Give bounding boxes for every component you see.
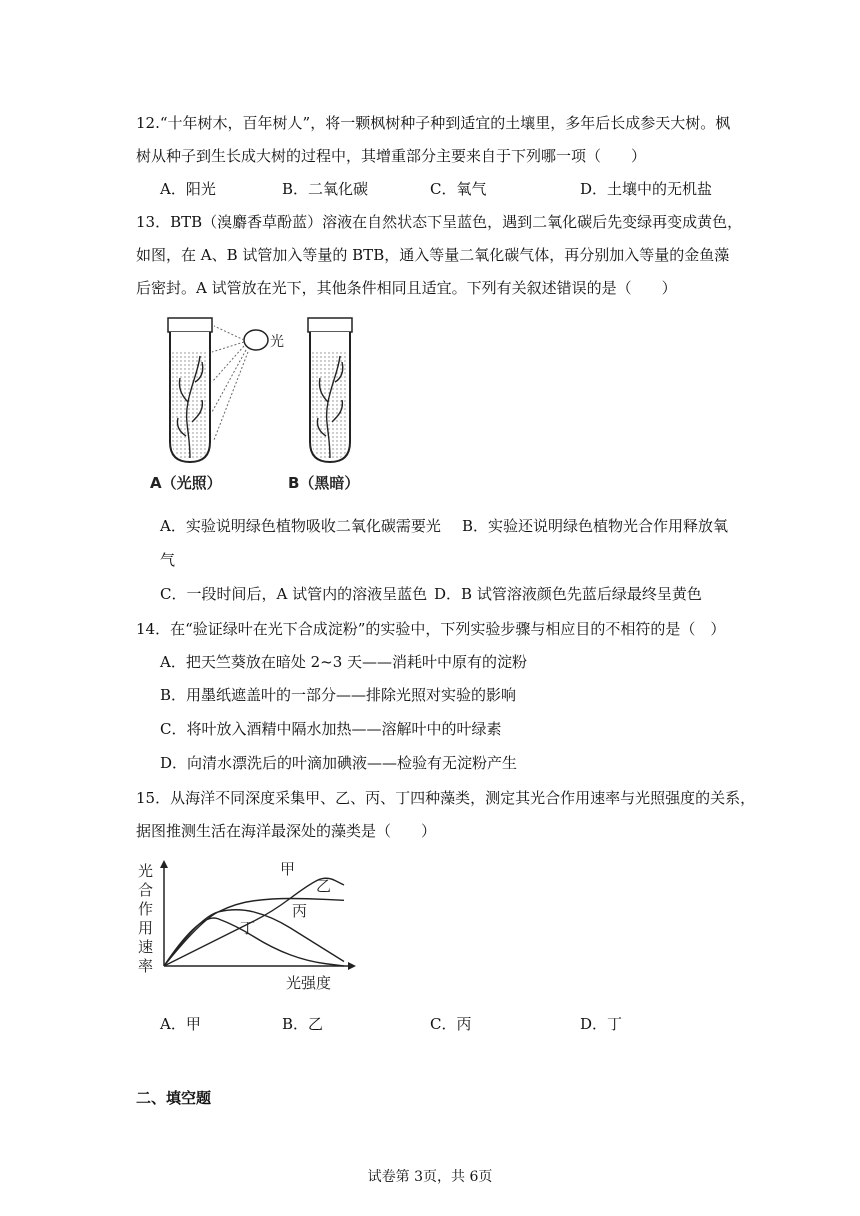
q13-option-b-cont: 气 bbox=[160, 551, 176, 569]
y-axis-label-char: 作 bbox=[138, 900, 154, 918]
section-heading: 二、填空题 bbox=[136, 1089, 212, 1107]
q13-option-b: B．实验还说明绿色植物光合作用释放氧 bbox=[462, 517, 729, 535]
q15-chart bbox=[130, 858, 370, 998]
y-axis-arrow bbox=[160, 860, 168, 868]
q13-option-c: C．一段时间后，A 试管内的溶液呈蓝色 bbox=[160, 585, 428, 603]
tube-b-label: B（黑暗） bbox=[288, 474, 360, 492]
y-axis-label-char: 合 bbox=[138, 881, 154, 899]
q14-option-c: C．将叶放入酒精中隔水加热——溶解叶中的叶绿素 bbox=[160, 720, 502, 738]
y-axis-label-char: 用 bbox=[138, 919, 154, 937]
q14-stem-line1: 14．在“验证绿叶在光下合成淀粉”的实验中，下列实验步骤与相应目的不相符的是（ ） bbox=[136, 620, 726, 638]
y-axis-label-char: 速 bbox=[138, 938, 154, 956]
q13-stem-line1: 13．BTB（溴麝香草酚蓝）溶液在自然状态下呈蓝色，遇到二氧化碳后先变绿再变成黄色， bbox=[136, 213, 743, 231]
q12-stem-line2: 树从种子到生长成大树的过程中，其增重部分主要来自于下列哪一项（ ） bbox=[136, 147, 647, 165]
y-axis-label-char: 光 bbox=[138, 862, 154, 880]
page-footer: 试卷第 3页，共 6页 bbox=[367, 1169, 493, 1185]
series-label-1: 甲 bbox=[280, 860, 296, 878]
tube-a-label: A（光照） bbox=[150, 474, 222, 492]
q15-option-b: B．乙 bbox=[282, 1015, 324, 1033]
q15-option-c: C．丙 bbox=[430, 1015, 472, 1033]
q13-option-d: D．B 试管溶液颜色先蓝后绿最终呈黄色 bbox=[434, 585, 702, 603]
q15-stem-line2: 据图推测生活在海洋最深处的藻类是（ ） bbox=[136, 822, 437, 840]
q14-option-a: A．把天竺葵放在暗处 2~3 天——消耗叶中原有的淀粉 bbox=[160, 653, 528, 671]
y-axis-label bbox=[138, 862, 153, 975]
q12-option-a: A．阳光 bbox=[160, 180, 216, 198]
y-axis-label-char: 率 bbox=[138, 957, 154, 975]
q14-option-b: B．用墨纸遮盖叶的一部分——排除光照对实验的影响 bbox=[160, 686, 517, 704]
q15-stem-line1: 15．从海洋不同深度采集甲、乙、丙、丁四种藻类，测定其光合作用速率与光照强度的关系， bbox=[136, 789, 756, 807]
x-axis-label: 光强度 bbox=[286, 974, 332, 992]
q12-stem-line1: 12.“十年树木，百年树人”，将一颗枫树种子种到适宜的土壤里，多年后长成参天大树。枫 bbox=[136, 114, 731, 132]
x-axis-arrow bbox=[348, 962, 356, 970]
series-label-4: 丁 bbox=[240, 919, 256, 937]
q12-option-c: C．氧气 bbox=[430, 180, 487, 198]
light-source bbox=[212, 326, 284, 440]
q13-stem-line3: 后密封。A 试管放在光下，其他条件相同且适宜。下列有关叙述错误的是（ ） bbox=[136, 279, 677, 297]
q13-test-tube-figure bbox=[140, 312, 400, 502]
q12-option-b: B．二氧化碳 bbox=[282, 180, 369, 198]
q13-option-a: A．实验说明绿色植物吸收二氧化碳需要光 bbox=[160, 517, 441, 535]
q15-option-a: A．甲 bbox=[160, 1015, 201, 1033]
tube-a bbox=[168, 318, 212, 462]
tube-b bbox=[308, 318, 352, 462]
series-label-2: 乙 bbox=[316, 877, 332, 895]
q12-option-d: D．土壤中的无机盐 bbox=[580, 180, 713, 198]
q14-option-d: D．向清水漂洗后的叶滴加碘液——检验有无淀粉产生 bbox=[160, 754, 518, 772]
series-label-3: 丙 bbox=[292, 902, 308, 920]
light-label: 光 bbox=[270, 334, 284, 350]
q15-option-d: D．丁 bbox=[580, 1015, 623, 1033]
q13-stem-line2: 如图，在 A、B 试管加入等量的 BTB，通入等量二氧化碳气体，再分别加入等量的金鱼藻 bbox=[136, 246, 730, 264]
